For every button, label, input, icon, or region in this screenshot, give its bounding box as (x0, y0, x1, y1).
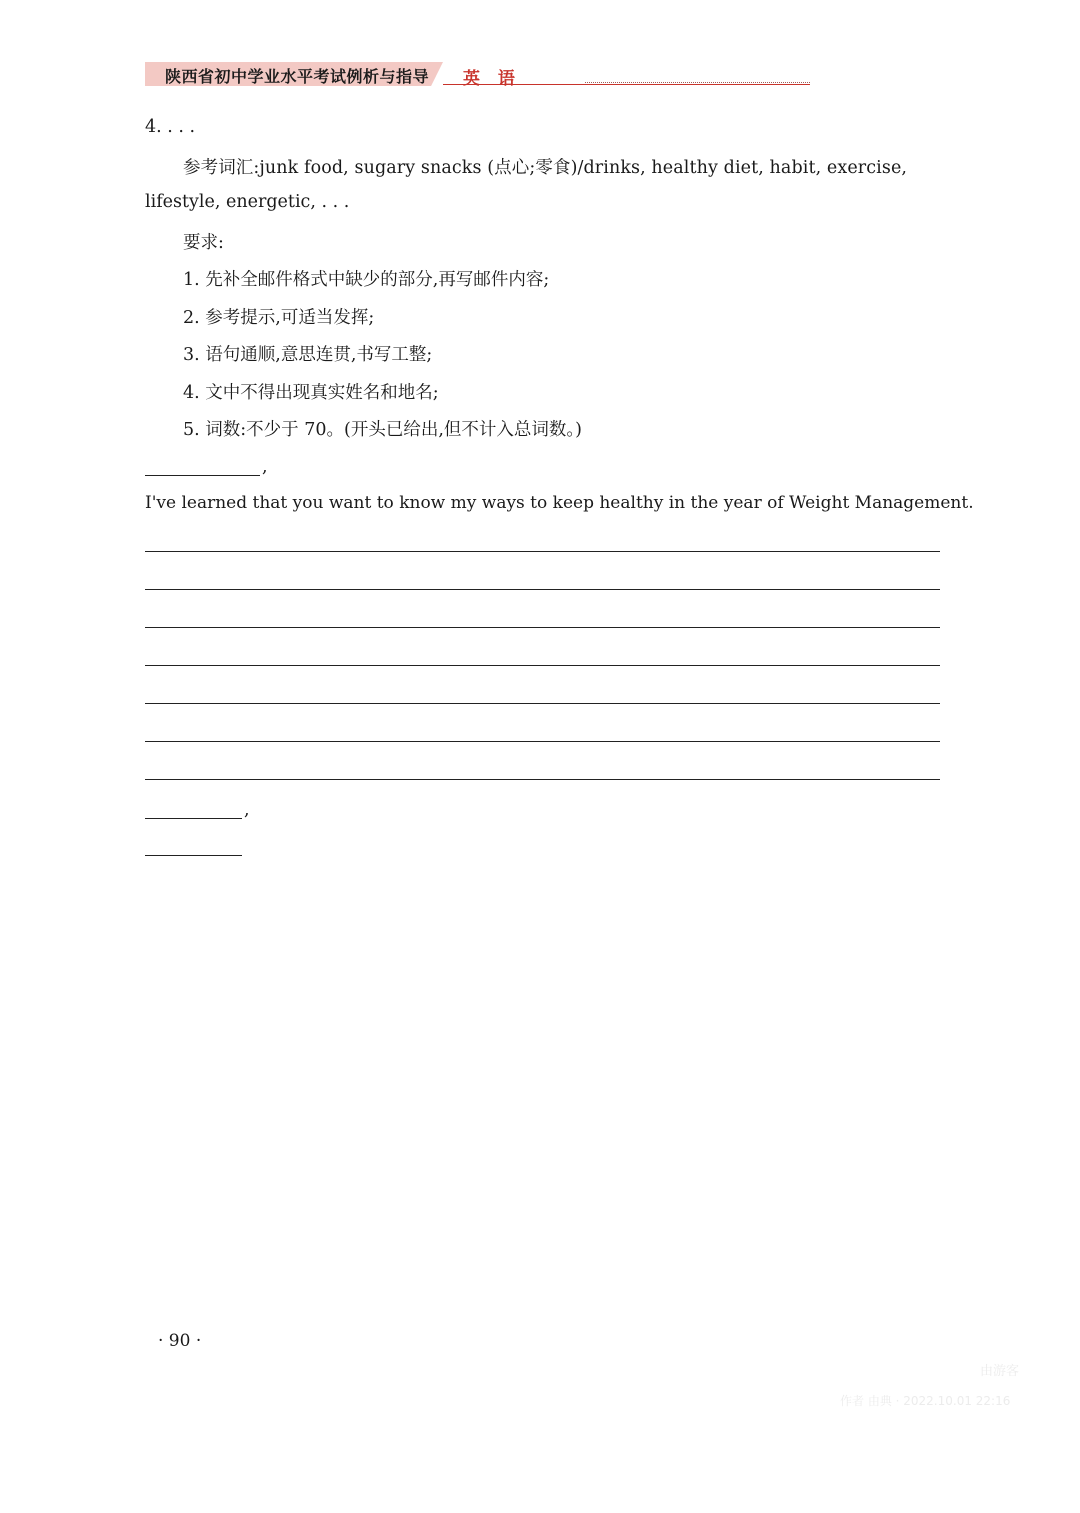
subject-label: 英 语 (463, 69, 521, 89)
header-rule (443, 84, 810, 85)
watermark-caption: 作者 由典 · 2022.10.01 22:16 (840, 1394, 1011, 1408)
opening-sentence: I've learned that you want to know my ways to keep healthy in the year of Weight Management. (145, 493, 974, 513)
requirement-item: 5. 词数:不少于 70。(开头已给出,但不计入总词数。) (183, 420, 582, 440)
writing-line (145, 627, 940, 628)
writing-line (145, 779, 940, 780)
writing-line (145, 551, 940, 552)
reference-vocabulary: 参考词汇:junk food, sugary snacks (点心;零食)/drinks, healthy diet, habit, exercise, (183, 158, 908, 178)
running-header (145, 60, 810, 90)
requirements-title: 要求: (183, 233, 224, 253)
writing-line (145, 741, 940, 742)
book-title: 陕西省初中学业水平考试例析与指导 (165, 67, 430, 86)
writing-line (145, 703, 940, 704)
page-number: · 90 · (158, 1331, 202, 1351)
header-dotted-rule (585, 82, 810, 83)
signature-blank (145, 855, 242, 856)
closing-blank (145, 818, 242, 819)
requirement-item: 2. 参考提示,可适当发挥; (183, 308, 375, 328)
greeting-blank (145, 475, 260, 476)
closing-comma: , (244, 800, 250, 820)
watermark-logo: 由游客 (980, 1364, 1020, 1379)
reference-vocabulary-continued: lifestyle, energetic, . . . (145, 192, 350, 212)
requirement-item: 1. 先补全邮件格式中缺少的部分,再写邮件内容; (183, 270, 550, 290)
greeting-comma: , (262, 457, 268, 477)
requirement-item: 4. 文中不得出现真实姓名和地名; (183, 383, 439, 403)
writing-line (145, 589, 940, 590)
item-number: 4. . . . (145, 117, 196, 137)
writing-line (145, 665, 940, 666)
requirement-item: 3. 语句通顺,意思连贯,书写工整; (183, 345, 433, 365)
